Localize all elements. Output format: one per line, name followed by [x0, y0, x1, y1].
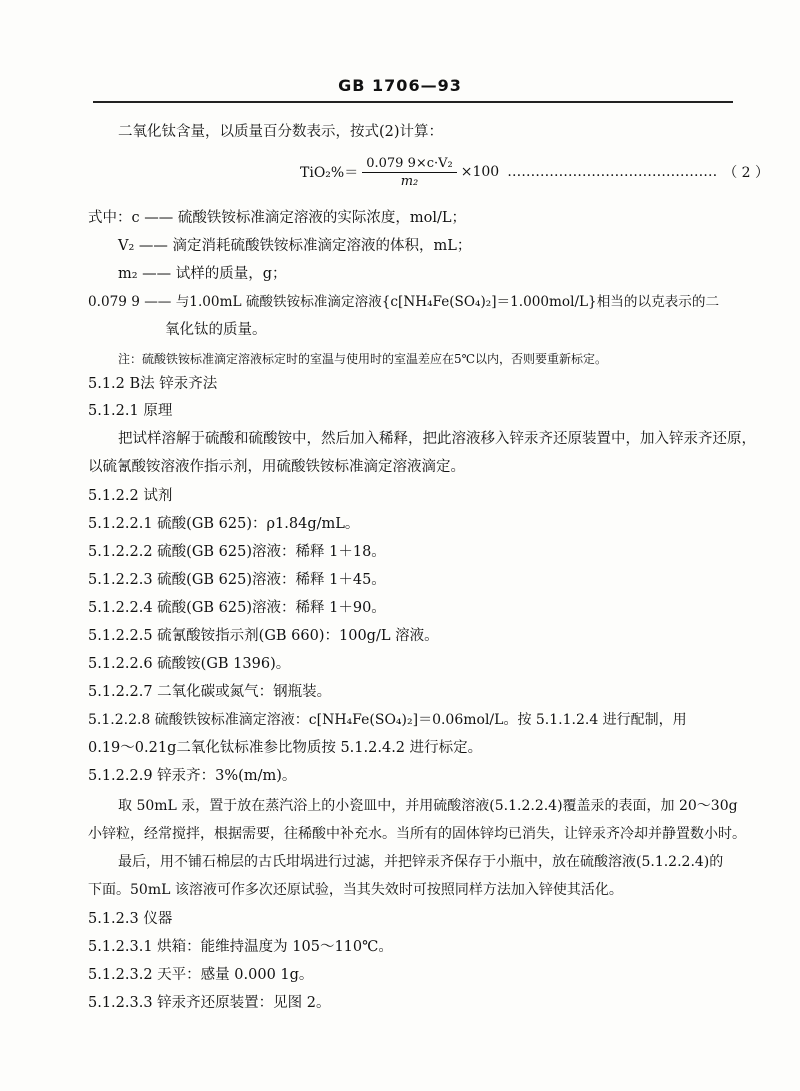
procedure-2-line-2: 下面。50mL 该溶液可作多次还原试验，当其失效时可按照同样方法加入锌使其活化。 — [88, 882, 623, 898]
reagent-1: 5.1.2.2.1 硫酸(GB 625)：ρ1.84g/mL。 — [88, 516, 360, 532]
reagent-9: 5.1.2.2.9 锌汞齐：3%(m/m)。 — [88, 768, 297, 784]
formula-denominator: m₂ — [400, 173, 419, 189]
procedure-2-line-1: 最后，用不铺石棉层的古氏坩埚进行过滤，并把锌汞齐保存于小瓶中，放在硫酸溶液(5.1.2.2.4)的 — [118, 854, 724, 870]
formula-leader: ……………………………………… — [507, 164, 718, 180]
formula-equation-number: （ 2 ） — [723, 165, 770, 181]
formula-fraction — [362, 156, 457, 189]
definition-v2: V₂ —— 滴定消耗硫酸铁铵标准滴定溶液的体积，mL； — [118, 238, 472, 254]
reagent-7: 5.1.2.2.7 二氧化碳或氮气：钢瓶装。 — [88, 684, 332, 700]
reagent-6: 5.1.2.2.6 硫酸铵(GB 1396)。 — [88, 656, 291, 672]
formula-times: ×100 — [460, 164, 500, 180]
reagent-8-line-2: 0.19～0.21g二氧化钛标准参比物质按 5.1.2.4.2 进行标定。 — [88, 740, 483, 756]
principle-line-2: 以硫氰酸铵溶液作指示剂，用硫酸铁铵标准滴定溶液滴定。 — [88, 459, 465, 475]
section-5-1-2-2-title: 5.1.2.2 试剂 — [88, 488, 173, 504]
definition-constant-cont: 氧化钛的质量。 — [165, 322, 267, 338]
instrument-1: 5.1.2.3.1 烘箱：能维持温度为 105～110℃。 — [88, 939, 393, 955]
header-rule — [93, 101, 733, 103]
formula-2 — [300, 150, 769, 194]
procedure-1-line-2: 小锌粒，经常搅拌，根据需要，往稀酸中补充水。当所有的固体锌均已消失，让锌汞齐冷却并静置数小时。 — [88, 826, 746, 842]
instrument-3: 5.1.2.3.3 锌汞齐还原装置：见图 2。 — [88, 995, 331, 1011]
instrument-2: 5.1.2.3.2 天平：感量 0.000 1g。 — [88, 967, 314, 983]
section-5-1-2-3-title: 5.1.2.3 仪器 — [88, 911, 173, 927]
procedure-1-line-1: 取 50mL 汞，置于放在蒸汽浴上的小瓷皿中，并用硫酸溶液(5.1.2.2.4)覆盖汞的表面，加 20～30g — [118, 798, 738, 814]
definition-c: 式中：c —— 硫酸铁铵标准滴定溶液的实际浓度，mol/L； — [88, 210, 466, 226]
formula-intro: 二氧化钛含量，以质量百分数表示，按式(2)计算： — [118, 124, 444, 140]
reagent-3: 5.1.2.2.3 硫酸(GB 625)溶液：稀释 1＋45。 — [88, 572, 386, 588]
definition-constant: 0.079 9 —— 与1.00mL 硫酸铁铵标准滴定溶液{c[NH₄Fe(SO₄)₂]＝1.000mol/L}相当的以克表示的二 — [88, 294, 720, 310]
section-5-1-2-1-title: 5.1.2.1 原理 — [88, 403, 173, 419]
reagent-2: 5.1.2.2.2 硫酸(GB 625)溶液：稀释 1＋18。 — [88, 544, 386, 560]
reagent-5: 5.1.2.2.5 硫氰酸铵指示剂(GB 660)：100g/L 溶液。 — [88, 628, 439, 644]
formula-numerator: 0.079 9×c·V₂ — [362, 156, 457, 173]
formula-lhs: TiO₂%＝ — [300, 165, 359, 181]
definition-m2: m₂ —— 试样的质量，g； — [118, 266, 287, 282]
standard-number-header: GB 1706—93 — [338, 76, 462, 95]
reagent-8-line-1: 5.1.2.2.8 硫酸铁铵标准滴定溶液：c[NH₄Fe(SO₄)₂]＝0.06mol/L。按 5.1.1.2.4 进行配制，用 — [88, 712, 687, 728]
principle-line-1: 把试样溶解于硫酸和硫酸铵中，然后加入稀释，把此溶液移入锌汞齐还原装置中，加入锌汞齐还原， — [118, 431, 756, 447]
section-5-1-2-title: 5.1.2 B法 锌汞齐法 — [88, 376, 218, 392]
reagent-4: 5.1.2.2.4 硫酸(GB 625)溶液：稀释 1＋90。 — [88, 600, 386, 616]
note: 注：硫酸铁铵标准滴定溶液标定时的室温与使用时的室温差应在5℃以内，否则要重新标定。 — [118, 352, 608, 366]
